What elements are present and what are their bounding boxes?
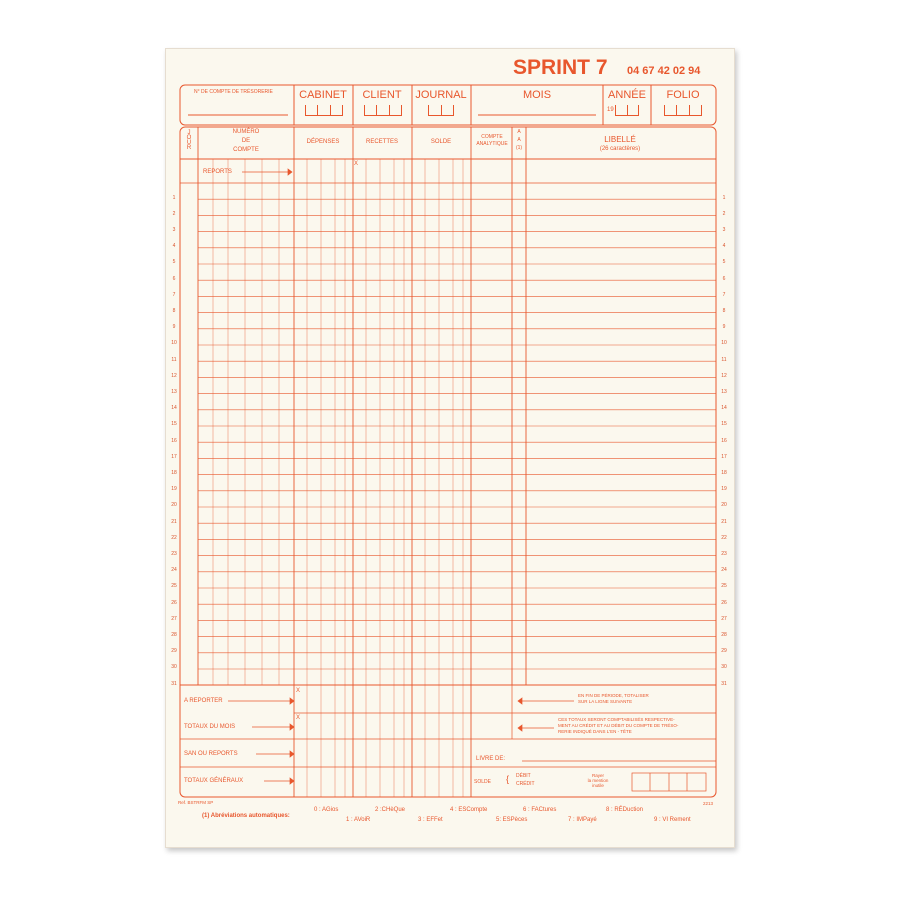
note2-line1: CES TOTAUX SERONT COMPTABILISÉS RESPECTIVE- <box>558 717 675 722</box>
row-number-left: 28 <box>171 631 177 638</box>
reports-label: REPORTS <box>203 169 232 175</box>
row-number-left: 26 <box>171 599 177 606</box>
aa-header-2: A <box>517 137 521 143</box>
note1-line1: EN FIN DE PÉRIODE, TOTALISER <box>578 693 649 698</box>
row-number-right: 20 <box>721 502 727 509</box>
reports-mark: X <box>354 161 359 167</box>
row-number-left: 22 <box>171 534 177 541</box>
row-number-left: 20 <box>171 502 177 509</box>
row-number-left: 9 <box>172 324 176 331</box>
brand-phone: 04 67 42 02 94 <box>627 65 701 77</box>
row-number-left: 19 <box>171 486 177 493</box>
row-number-left: 3 <box>172 226 176 233</box>
mois-label: MOIS <box>522 89 552 101</box>
row-number-right: 9 <box>722 324 726 331</box>
row-number-left: 7 <box>172 291 176 298</box>
form-number: 2213 <box>703 801 714 806</box>
client-label: CLIENT <box>362 89 402 101</box>
abbr-2: 2 :CHèQue <box>375 807 406 813</box>
row-number-left: 14 <box>171 405 177 412</box>
row-number-right: 24 <box>721 567 727 574</box>
analytique-header-1: COMPTE <box>481 134 503 140</box>
note2-line3: RERIE INDIQUÉ DANS L'EN - TÊTE <box>558 729 632 734</box>
row-number-left: 30 <box>171 664 177 671</box>
rayer-line3: inutile <box>592 783 604 788</box>
footer-mark-x1: X <box>296 688 301 694</box>
abbr-5: 5: ESPèces <box>496 817 528 823</box>
row-number-right: 19 <box>721 486 727 493</box>
row-number-left: 31 <box>171 680 177 687</box>
livre-de-label: LIVRE DE: <box>476 756 506 762</box>
abbr-0: 0 : AGios <box>314 807 339 813</box>
a-reporter-label: A REPORTER <box>184 698 223 704</box>
libelle-header: LIBELLÉ <box>604 135 636 144</box>
abbr-1: 1 : AVoiR <box>346 817 371 823</box>
row-number-left: 8 <box>172 307 176 314</box>
row-number-right: 25 <box>721 583 727 590</box>
abbr-9: 9 : VI Rement <box>654 817 691 823</box>
cabinet-label: CABINET <box>299 89 347 101</box>
journal-input[interactable] <box>428 105 454 116</box>
row-number-right: 23 <box>721 550 727 557</box>
abbr-6: 6 : FACtures <box>523 807 557 813</box>
annee-input[interactable] <box>615 105 639 116</box>
jour-header: JOUR <box>186 130 192 150</box>
row-number-left: 1 <box>172 194 176 201</box>
row-number-right: 14 <box>721 405 727 412</box>
accounting-form-sheet <box>165 48 735 848</box>
row-number-left: 16 <box>171 437 177 444</box>
row-number-right: 16 <box>721 437 727 444</box>
row-number-right: 28 <box>721 631 727 638</box>
row-number-left: 12 <box>171 372 177 379</box>
row-number-left: 15 <box>171 421 177 428</box>
folio-input[interactable] <box>664 105 702 116</box>
brand-name: SPRINT 7 <box>513 56 608 79</box>
solde-label: SOLDE <box>474 779 491 785</box>
libelle-subheader: (26 caractères) <box>599 146 641 152</box>
row-number-left: 17 <box>171 453 177 460</box>
aa-header-1: A <box>517 129 521 135</box>
folio-label: FOLIO <box>666 89 700 101</box>
rayer-line2: la mention <box>587 778 609 783</box>
totaux-mois-label: TOTAUX DU MOIS <box>184 724 236 730</box>
credit-label: CRÉDIT <box>516 781 535 787</box>
row-number-right: 21 <box>721 518 727 525</box>
row-number-left: 18 <box>171 469 177 476</box>
numero-header-1: NUMÉRO <box>232 129 260 135</box>
note2-line2: MENT AU CRÉDIT ET AU DÉBIT DU COMPTE DE TRÉSO- <box>558 723 679 728</box>
row-number-left: 29 <box>171 648 177 655</box>
row-number-right: 27 <box>721 615 727 622</box>
row-number-left: 13 <box>171 388 177 395</box>
row-number-right: 26 <box>721 599 727 606</box>
numero-header-2: DE <box>241 138 251 144</box>
numero-header-3: COMPTE <box>233 147 259 153</box>
abbr-7: 7 : IMPayé <box>568 817 597 823</box>
row-number-right: 18 <box>721 469 727 476</box>
abbr-3: 3 : EFFet <box>418 817 443 823</box>
row-number-left: 27 <box>171 615 177 622</box>
row-number-right: 7 <box>722 291 726 298</box>
row-number-left: 6 <box>172 275 176 282</box>
depenses-header: DÉPENSES <box>306 139 340 145</box>
row-number-left: 23 <box>171 550 177 557</box>
row-number-right: 12 <box>721 372 727 379</box>
row-number-left: 25 <box>171 583 177 590</box>
row-number-right: 13 <box>721 388 727 395</box>
cabinet-input[interactable] <box>305 105 343 116</box>
row-number-left: 5 <box>172 259 176 266</box>
row-number-right: 22 <box>721 534 727 541</box>
row-number-right: 8 <box>722 307 726 314</box>
annee-label: ANNÉE <box>608 89 646 101</box>
client-input[interactable] <box>364 105 402 116</box>
row-number-right: 17 <box>721 453 727 460</box>
annee-prefix: 19 <box>607 107 614 113</box>
row-number-right: 6 <box>722 275 726 282</box>
row-number-right: 15 <box>721 421 727 428</box>
row-number-right: 5 <box>722 259 726 266</box>
row-number-left: 4 <box>172 243 176 250</box>
analytique-header-2: ANALYTIQUE <box>476 141 508 147</box>
row-number-right: 30 <box>721 664 727 671</box>
abbr-4: 4 : ESCompte <box>450 807 488 813</box>
rayer-line1: Rayer <box>591 773 605 778</box>
row-number-right: 4 <box>722 243 726 250</box>
row-number-left: 10 <box>171 340 177 347</box>
row-number-left: 21 <box>171 518 177 525</box>
row-number-right: 10 <box>721 340 727 347</box>
row-number-left: 11 <box>171 356 177 363</box>
debit-label: DÉBIT <box>516 773 531 779</box>
brace-icon: { <box>506 774 510 784</box>
san-reports-label: SAN OU REPORTS <box>184 751 238 757</box>
treasury-account-label: N° DE COMPTE DE TRÉSORERIE <box>194 89 273 95</box>
recettes-header: RECETTES <box>365 139 399 145</box>
row-number-right: 3 <box>722 226 726 233</box>
solde-header: SOLDE <box>430 139 452 145</box>
abbreviations-label: (1) Abréviations automatiques: <box>202 813 290 819</box>
row-number-right: 1 <box>722 194 726 201</box>
note1-line2: SUR LA LIGNE SUIVANTE <box>578 699 633 704</box>
totaux-generaux-label: TOTAUX GÉNÉRAUX <box>184 778 244 784</box>
row-number-right: 29 <box>721 648 727 655</box>
row-number-left: 2 <box>172 210 176 217</box>
row-number-right: 11 <box>721 356 727 363</box>
row-number-right: 2 <box>722 210 726 217</box>
abbr-8: 8 : RÉDuction <box>606 807 644 813</box>
row-number-right: 31 <box>721 680 727 687</box>
aa-header-3: (1) <box>515 145 523 151</box>
footer-mark-x2: X <box>296 715 301 721</box>
reference-code: Ref. BSTRFM SP <box>178 800 214 805</box>
journal-label: JOURNAL <box>415 89 467 101</box>
row-number-left: 24 <box>171 567 177 574</box>
